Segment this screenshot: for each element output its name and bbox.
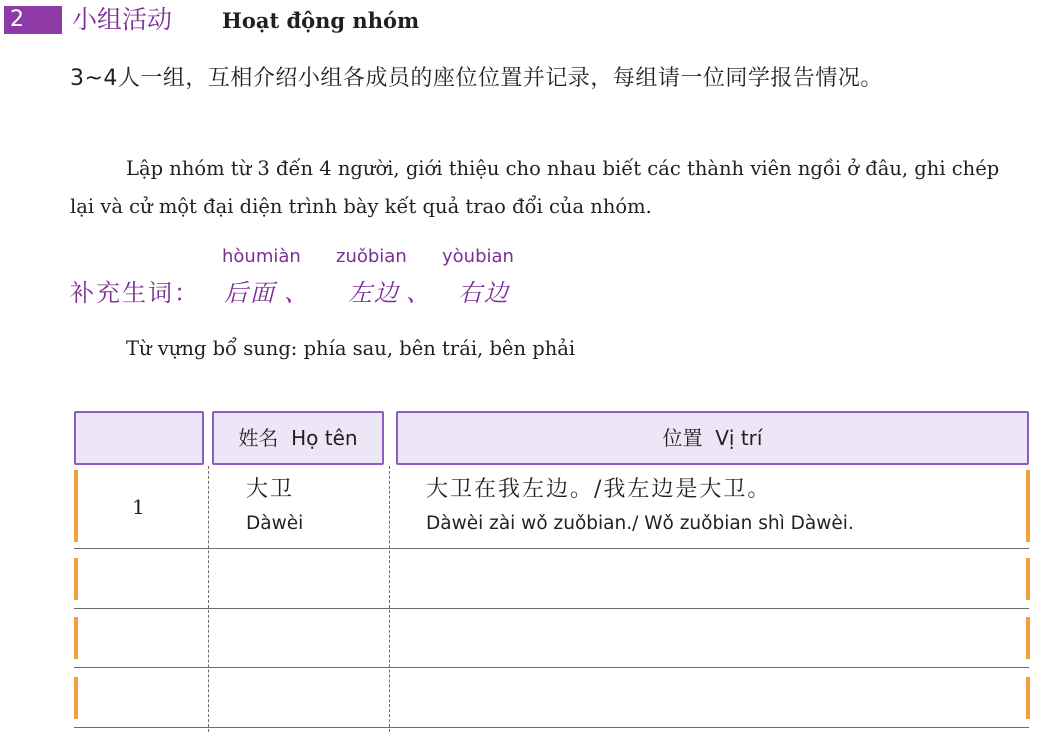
- row-divider: [74, 548, 1029, 549]
- column-divider-dashed: [389, 466, 390, 732]
- column-divider-dashed: [208, 466, 209, 732]
- table-row-4-name-field[interactable]: [212, 671, 384, 723]
- section-title-chinese: 小组活动: [72, 5, 173, 34]
- table-row-4-position-field[interactable]: [394, 671, 1022, 723]
- table-row-3-number-field[interactable]: [82, 612, 204, 664]
- table-row-1-name-pinyin: Dàwèi: [246, 513, 304, 534]
- table-header-name: [212, 411, 384, 465]
- row-marker-right: [1026, 677, 1030, 719]
- table-row-1-name-chinese: 大卫: [246, 477, 295, 502]
- table-row-4-number-field[interactable]: [82, 671, 204, 723]
- vocab-pinyin-houmian: hòumiàn: [222, 246, 301, 267]
- section-title-vietnamese: Hoạt động nhóm: [222, 8, 420, 33]
- table-row-2-number-field[interactable]: [82, 552, 204, 604]
- row-marker-left: [74, 558, 78, 600]
- supplementary-vocab-translation: Từ vựng bổ sung: phía sau, bên trái, bên phải: [126, 337, 576, 360]
- table-row-3-position-field[interactable]: [394, 612, 1022, 664]
- table-header-position: [396, 411, 1029, 465]
- table-header-number: [74, 411, 204, 465]
- row-marker-right: [1026, 558, 1030, 600]
- vocab-separator: 、: [406, 279, 432, 307]
- vocab-pinyin-zuobian: zuǒbian: [336, 246, 407, 267]
- section-number: 2: [10, 7, 24, 32]
- row-marker-left: [74, 677, 78, 719]
- instruction-chinese: 3~4人一组，互相介绍小组各成员的座位位置并记录，每组请一位同学报告情况。: [70, 66, 883, 91]
- row-divider: [74, 608, 1029, 609]
- row-marker-left: [74, 470, 78, 542]
- supplementary-vocab-label: 补充生词：: [70, 279, 200, 307]
- table-header-name-label: 姓名 Họ tên: [238, 426, 358, 450]
- table-row-2-name-field[interactable]: [212, 552, 384, 604]
- row-divider: [74, 667, 1029, 668]
- vocab-pinyin-youbian: yòubian: [442, 246, 514, 267]
- table-row-1-position-chinese: 大卫在我左边。/我左边是大卫。: [426, 477, 772, 502]
- vocab-zuobian: 左边: [348, 279, 400, 307]
- table-header-position-label: 位置 Vị trí: [662, 426, 763, 450]
- row-marker-right: [1026, 617, 1030, 659]
- vocab-separator: 、: [284, 279, 310, 307]
- row-divider: [74, 727, 1029, 728]
- instruction-vietnamese: Lập nhóm từ 3 đến 4 người, giới thiệu cho nhau biết các thành viên ngồi ở đâu, ghi chép lại và cử một đại diện trình bày kết quả trao đổi của nhóm.: [70, 157, 1000, 218]
- table-row-1-number: 1: [132, 495, 145, 519]
- vocab-houmian: 后面: [224, 279, 276, 307]
- table-row-1-position-pinyin: Dàwèi zài wǒ zuǒbian./ Wǒ zuǒbian shì Dàwèi.: [426, 513, 854, 534]
- table-row-2-position-field[interactable]: [394, 552, 1022, 604]
- row-marker-right: [1026, 470, 1030, 542]
- table-row-3-name-field[interactable]: [212, 612, 384, 664]
- row-marker-left: [74, 617, 78, 659]
- vocab-youbian: 右边: [458, 279, 510, 307]
